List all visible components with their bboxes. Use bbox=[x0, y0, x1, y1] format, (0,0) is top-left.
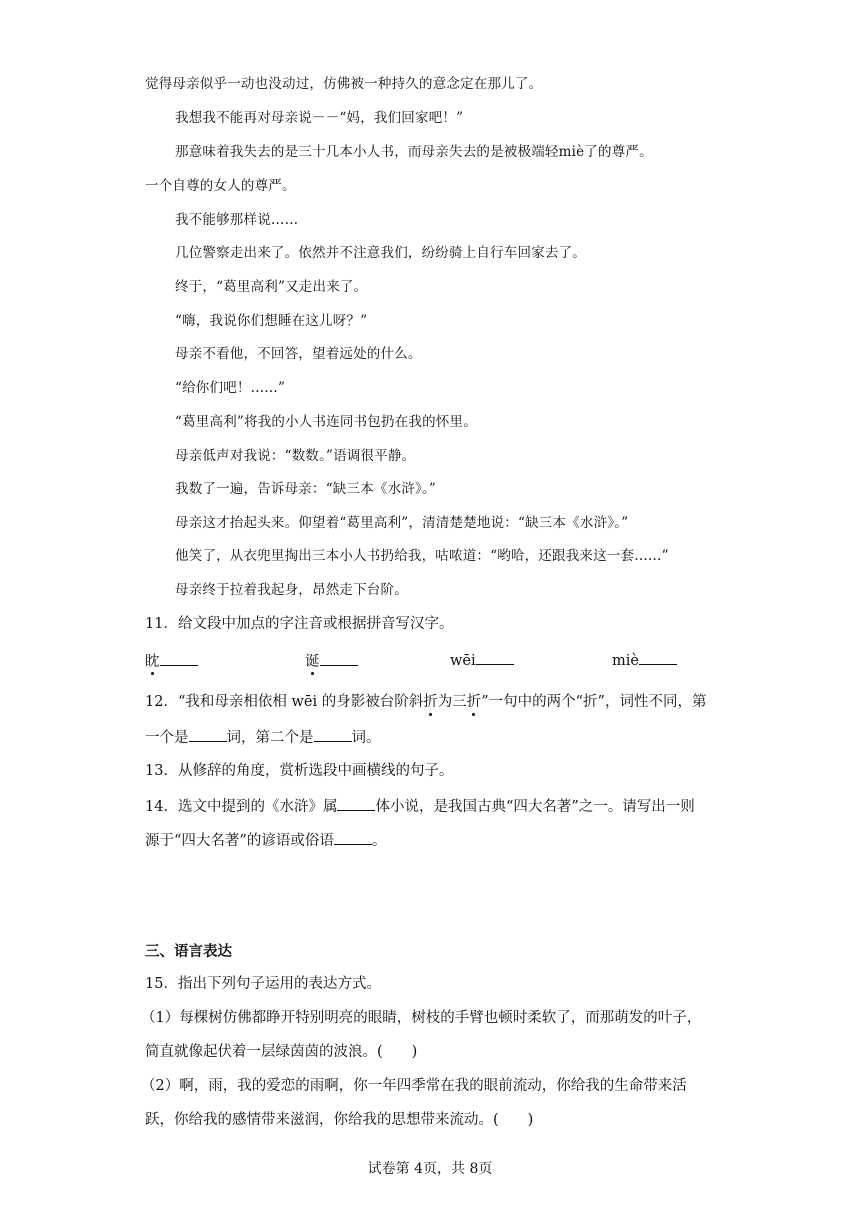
story-line: 一个自尊的女人的尊严。 bbox=[145, 178, 296, 194]
question-11-answers bbox=[0, 650, 860, 672]
question-15-2: （2）啊，雨，我的爱恋的雨啊，你一年四季常在我的眼前流动，你给我的生命带来活 bbox=[141, 1078, 687, 1094]
q12-text: 词。 bbox=[351, 730, 381, 746]
story-line: 母亲终于拉着我起身，昂然走下台阶。 bbox=[175, 582, 408, 598]
story-line: 我数了一遍，告诉母亲：“缺三本《水浒》。” bbox=[175, 481, 437, 497]
answer-blank[interactable] bbox=[476, 650, 514, 665]
section-title: 三、语言表达 bbox=[145, 944, 232, 960]
answer-item bbox=[305, 650, 358, 671]
answer-blank[interactable] bbox=[189, 727, 227, 742]
story-line: “给你们吧！……” bbox=[175, 380, 286, 396]
question-15-1: （1）每棵树仿佛都睁开特别明亮的眼睛，树枝的手臂也顿时柔软了，而那萌发的叶子， bbox=[141, 1010, 702, 1026]
story-line: 他笑了，从衣兜里掏出三本小人书扔给我，咕哝道：“哟哈，还跟我来这一套……” bbox=[175, 548, 669, 564]
story-line: “葛里高利”将我的小人书连同书包扔在我的怀里。 bbox=[175, 414, 477, 430]
question-11: 11．给文段中加点的字注音或根据拼音写汉字。 bbox=[145, 616, 454, 632]
answer-blank[interactable] bbox=[334, 830, 372, 845]
q14-text: 14．选文中提到的《水浒》属 bbox=[145, 799, 338, 815]
q14-text: 。 bbox=[371, 833, 387, 849]
answer-blank[interactable] bbox=[639, 650, 677, 665]
story-line: 母亲这才抬起头来。仰望着“葛里高利”，清清楚楚地说：“缺三本《水浒》。” bbox=[175, 515, 629, 531]
question-15-1-cont: 简直就像起伏着一层绿茵茵的波浪。( ) bbox=[145, 1044, 418, 1060]
page-footer: 试卷第 4页，共 8页 bbox=[367, 1161, 493, 1177]
question-15-2-cont: 跃，你给我的感情带来滋润，你给我的思想带来流动。( ) bbox=[145, 1112, 534, 1128]
answer-blank[interactable] bbox=[320, 651, 358, 666]
q12-text: ”一句中的两个“折”，词性不同，第 bbox=[481, 694, 707, 710]
question-13: 13．从修辞的角度，赏析选段中画横线的句子。 bbox=[145, 763, 454, 779]
answer-item bbox=[450, 650, 514, 669]
story-line: 母亲不看他，不回答，望着远处的什么。 bbox=[175, 346, 422, 362]
dotted-char: 折 bbox=[423, 694, 438, 710]
q14-text: 体小说，是我国古典“四大名著”之一。请写出一则 bbox=[375, 799, 695, 815]
story-line: “嗨，我说你们想睡在这儿呀？” bbox=[175, 313, 368, 329]
q12-text: 12．“我和母亲相依相 wēi 的身影被台阶斜 bbox=[145, 694, 424, 710]
answer-blank[interactable] bbox=[337, 796, 375, 811]
answer-blank[interactable] bbox=[160, 651, 198, 666]
question-12-cont bbox=[145, 727, 381, 748]
answer-item bbox=[145, 650, 198, 671]
answer-blank[interactable] bbox=[314, 727, 352, 742]
story-line: 终于，“葛里高利”又走出来了。 bbox=[175, 279, 368, 295]
story-line: 几位警察走出来了。依然并不注意我们，纷纷骑上自行车回家去了。 bbox=[175, 245, 586, 261]
story-line: 母亲低声对我说：“数数。”语调很平静。 bbox=[175, 448, 416, 464]
pinyin: miè bbox=[612, 653, 639, 669]
story-line: 我想我不能再对母亲说－－“妈，我们回家吧！” bbox=[175, 110, 464, 126]
pinyin: wēi bbox=[450, 653, 476, 669]
q12-text: 一个是 bbox=[145, 730, 189, 746]
answer-item bbox=[612, 650, 677, 669]
dotted-char: 眈 bbox=[145, 650, 160, 671]
question-12 bbox=[145, 692, 706, 712]
dotted-char: 诞 bbox=[305, 650, 320, 671]
story-line: 我不能够那样说…… bbox=[175, 212, 299, 228]
dotted-char: 折 bbox=[466, 694, 482, 710]
q14-text: 源于“四大名著”的谚语或俗语 bbox=[145, 833, 334, 849]
question-15: 15．指出下列句子运用的表达方式。 bbox=[145, 976, 381, 992]
story-line: 觉得母亲似乎一动也没动过，仿佛被一种持久的意念定在那儿了。 bbox=[145, 76, 543, 92]
q12-text: 词，第二个是 bbox=[226, 730, 314, 746]
story-line: 那意味着我失去的是三十几本小人书，而母亲失去的是被极端轻miè了的尊严。 bbox=[175, 144, 653, 160]
question-14-cont bbox=[145, 830, 386, 851]
question-14 bbox=[145, 796, 695, 817]
q12-text: 为三 bbox=[437, 694, 467, 710]
